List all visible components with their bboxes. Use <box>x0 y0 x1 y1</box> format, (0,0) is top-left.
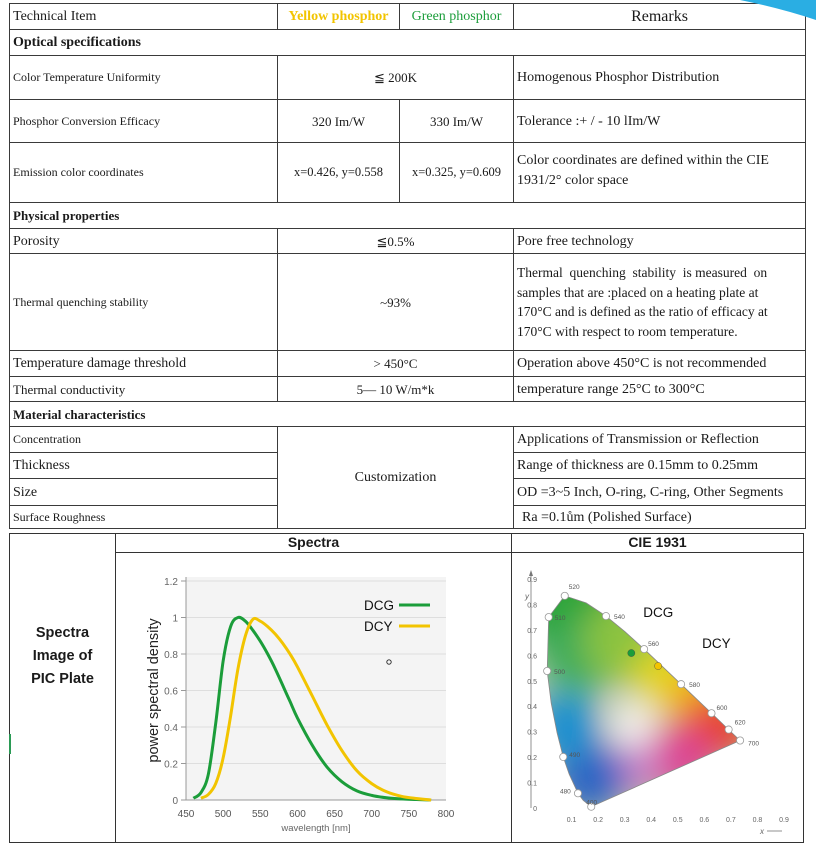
cie-wavelength-marker <box>561 592 568 599</box>
spectra-ytick-label: 0.8 <box>164 650 178 661</box>
cie-ytick-label: 0.8 <box>527 602 537 610</box>
cie-wavelength-label: 620 <box>734 719 746 727</box>
section-material: Material characteristics <box>13 406 146 422</box>
cie-wavelength-marker <box>677 681 684 688</box>
cie-xtick-label: 0.8 <box>752 817 763 824</box>
cie-point-label: DCG <box>643 605 674 621</box>
cie-y-arrow <box>529 570 533 576</box>
cie-xtick-label: 0.2 <box>593 817 603 824</box>
row-conversion-yellow: 320 Im/W <box>311 113 366 129</box>
cie-ytick-label: 0 <box>533 806 537 813</box>
cie-ytick-label: 0.3 <box>527 729 537 737</box>
spectra-legend-label: DCY <box>364 619 393 634</box>
row-damage-value: > 450°C <box>373 356 418 371</box>
cie-wavelength-marker <box>574 790 581 797</box>
cie-ytick-label: 0.5 <box>527 678 537 686</box>
cie-wavelength-label: 510 <box>554 615 566 623</box>
cie-wavelength-label: 700 <box>748 740 759 748</box>
row-porosity-item: Porosity <box>13 233 60 249</box>
cie-ytick-label: 0.4 <box>527 704 537 712</box>
spectra-chart <box>116 553 506 841</box>
row-conductivity-value: 5— 10 W/m*k <box>356 381 435 397</box>
row-damage-item: Temperature damage threshold <box>13 356 187 371</box>
cie-xlabel: x <box>760 827 764 836</box>
row-color-temp-remark: Homogenous Phosphor Distribution <box>517 70 720 85</box>
row-emission-yellow: x=0.426, y=0.558 <box>293 165 384 179</box>
spectra-title: Spectra <box>287 534 340 550</box>
spectra-ylabel: power spectral density <box>146 618 162 763</box>
row-quench-item: Thermal quenching stability <box>13 294 149 309</box>
cie-xtick-label: 0.6 <box>699 817 710 824</box>
panel-side-label-line: Image of <box>32 648 93 664</box>
panel-edge-mark <box>9 734 11 754</box>
panel-side-label-line: PIC Plate <box>31 671 94 687</box>
row-conversion-remark: Tolerance :+ / - 10 lIm/W <box>517 113 661 129</box>
cie-xtick-label: 0.9 <box>779 817 789 824</box>
cie-point-label: DCY <box>702 636 731 652</box>
corner-decoration-shape <box>740 0 816 20</box>
header-yellow-phosphor: Yellow phosphor <box>288 9 389 24</box>
cie-wavelength-label: 490 <box>569 751 581 759</box>
cie-wavelength-label: 480 <box>559 788 571 796</box>
row-quench-remark-line: samples that are :placed on a heating plate at <box>517 284 759 300</box>
spectra-xtick-label: 450 <box>177 809 195 820</box>
cie-point-dcy <box>655 662 662 669</box>
cie-wavelength-marker <box>545 614 552 621</box>
spectra-ytick-label: 0.6 <box>164 686 178 698</box>
cie-xtick-label: 0.7 <box>726 817 736 824</box>
cie-wavelength-label: 580 <box>689 682 700 690</box>
cie-wavelength-marker <box>560 753 567 760</box>
corner-decoration <box>700 0 816 22</box>
panel-side-label <box>10 622 115 691</box>
cie-wavelength-label: 520 <box>568 583 580 591</box>
cie-xtick-label: 0.4 <box>646 817 657 824</box>
cie-xtick-label: 0.3 <box>619 817 630 824</box>
row-concentration-item: Concentration <box>13 432 81 446</box>
cie-ytick-label: 0.6 <box>527 653 537 661</box>
cie-xtick-label: 0.1 <box>566 817 577 824</box>
row-quench-remark-line: 170°C and is defined as the ratio of efficacy at <box>517 304 768 319</box>
header-technical-item: Technical Item <box>13 9 97 24</box>
cie-wavelength-label: 400 <box>586 799 598 807</box>
row-quench-remark-line: 170°C with respect to room temperature. <box>517 323 738 339</box>
cie-wavelength-marker <box>725 726 732 733</box>
row-color-temp-item: Color Temperature Uniformity <box>13 70 161 84</box>
header-remarks: Remarks <box>631 8 688 25</box>
cie-title: CIE 1931 <box>628 534 687 550</box>
spectra-xtick-label: 800 <box>437 809 455 820</box>
spectra-xtick-label: 750 <box>400 809 418 820</box>
row-damage-remark: Operation above 450°C is not recommended <box>517 356 767 371</box>
spectra-xtick-label: 500 <box>214 809 232 820</box>
row-roughness-item: Surface Roughness <box>13 509 106 524</box>
spectra-xtick-label: 550 <box>251 809 269 820</box>
spectra-xtick-label: 700 <box>363 809 381 820</box>
row-size-item: Size <box>13 484 38 500</box>
row-thickness-item: Thickness <box>13 458 70 473</box>
row-conversion-item: Phosphor Conversion Efficacy <box>13 113 161 128</box>
spectra-plot-area <box>186 577 446 800</box>
cie-wavelength-marker <box>602 612 609 619</box>
spectra-ytick-label: 0.2 <box>164 759 178 771</box>
cie-ylabel: y <box>525 592 529 601</box>
cie-xtick-label: 0.5 <box>672 817 683 824</box>
cie-gamut <box>514 553 784 813</box>
row-emission-item: Emission color coordinates <box>13 165 144 179</box>
row-emission-green: x=0.325, y=0.609 <box>411 165 502 179</box>
cie-wavelength-label: 560 <box>648 641 659 649</box>
cie-chart <box>512 553 802 841</box>
section-optical: Optical specifications <box>13 35 141 50</box>
row-quench-value: ~93% <box>380 294 411 310</box>
cie-ytick-label: 0.9 <box>527 577 537 584</box>
cie-wavelength-marker <box>640 645 647 652</box>
spectra-ytick-label: 1 <box>172 613 178 625</box>
row-concentration-remark: Applications of Transmission or Reflection <box>517 432 759 447</box>
spectra-legend-label: DCG <box>364 598 394 613</box>
row-customization-value: Customization <box>354 470 437 485</box>
row-roughness-remark: Ra =0.1ům (Polished Surface) <box>522 509 692 525</box>
row-emission-remark <box>514 151 805 191</box>
row-quench-remark <box>514 263 805 341</box>
row-conductivity-item: Thermal conductivity <box>13 381 126 397</box>
cie-wavelength-marker <box>708 710 715 717</box>
row-emission-remark-line: 1931/2° color space <box>517 173 629 188</box>
header-green-phosphor: Green phosphor <box>411 9 502 24</box>
row-emission-remark-line: Color coordinates are defined within the CIE <box>517 153 769 168</box>
spectra-xlabel: wavelength [nm] <box>281 823 351 834</box>
spectra-xtick-label: 650 <box>326 809 343 820</box>
cie-wavelength-label: 540 <box>613 614 625 622</box>
row-thickness-remark: Range of thickness are 0.15mm to 0.25mm <box>517 458 759 473</box>
cie-point-dcg <box>628 649 635 656</box>
row-conductivity-remark: temperature range 25°C to 300°C <box>517 381 705 397</box>
row-size-remark: OD =3~5 Inch, O-ring, C-ring, Other Segments <box>517 484 784 500</box>
spectra-ytick-label: 1.2 <box>164 577 178 588</box>
cie-color-region <box>609 700 657 748</box>
cie-wavelength-label: 600 <box>716 705 728 713</box>
row-porosity-value: ≦0.5% <box>376 233 415 249</box>
cie-wavelength-label: 500 <box>554 669 566 677</box>
cie-wavelength-marker <box>544 667 551 674</box>
cie-ytick-label: 0.2 <box>527 755 537 763</box>
cie-color-region <box>532 693 600 761</box>
cie-wavelength-marker <box>737 737 744 744</box>
cie-ytick-label: 0.7 <box>527 627 537 635</box>
cie-ytick-label: 0.1 <box>527 780 537 788</box>
spectra-xtick-label: 600 <box>289 809 306 820</box>
section-physical: Physical properties <box>13 208 120 223</box>
row-porosity-remark: Pore free technology <box>517 233 634 249</box>
row-conversion-green: 330 Im/W <box>429 113 484 129</box>
panel-side-label-line: Spectra <box>35 625 90 641</box>
spectra-ytick-label: 0 <box>172 796 178 807</box>
row-color-temp-value: ≦ 200K <box>373 70 418 85</box>
row-quench-remark-line: Thermal quenching stability is measured on <box>517 265 768 280</box>
spectra-ytick-label: 0.4 <box>164 723 178 734</box>
